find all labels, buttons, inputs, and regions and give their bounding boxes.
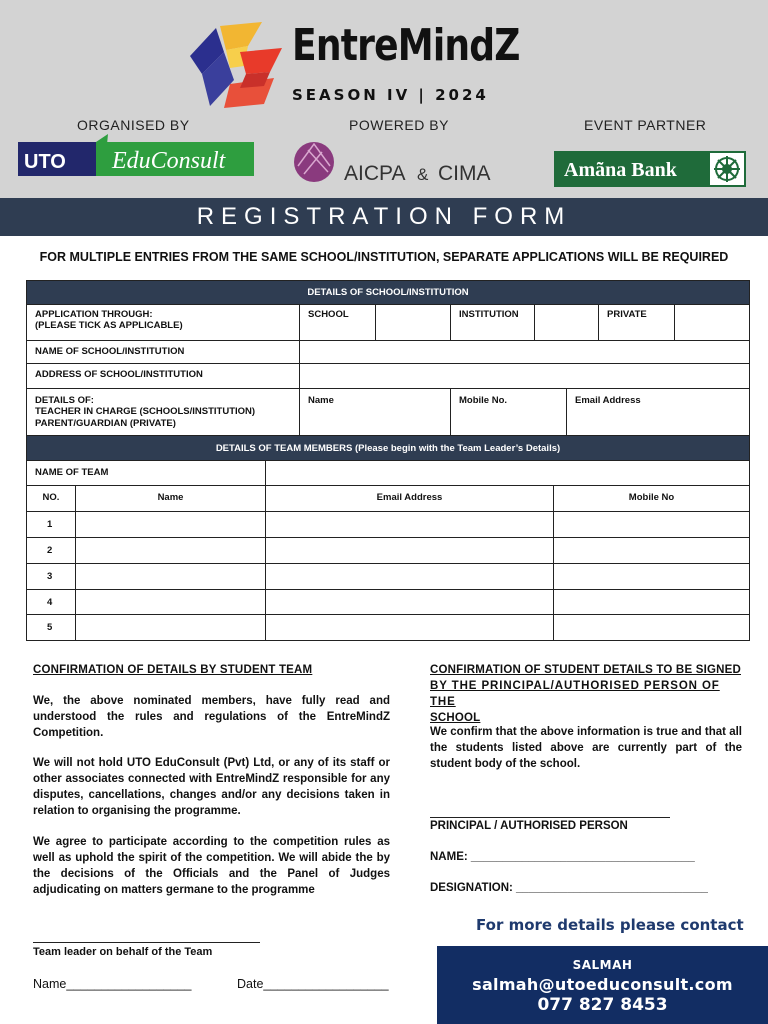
col-email-header: Email Address xyxy=(266,486,554,511)
school-address-field[interactable] xyxy=(300,364,749,388)
school-name-label: NAME OF SCHOOL/INSTITUTION xyxy=(27,341,300,363)
principal-signature-line[interactable] xyxy=(430,817,670,818)
principal-confirmation-title: CONFIRMATION OF STUDENT DETAILS TO BE SIGNED BY THE PRINCIPAL/AUTHORISED PERSON OF THE SCHOOL xyxy=(430,664,741,725)
svg-text:AICPA: AICPA xyxy=(344,162,406,185)
member-number: 2 xyxy=(27,538,76,563)
student-confirmation-para-1: We, the above nominated members, have fully read and understood the rules and regulations of the EntreMindZ Competition. xyxy=(33,695,390,739)
member-name-field[interactable] xyxy=(76,538,266,563)
col-name-header: Name xyxy=(76,486,266,511)
multiple-entries-notice: FOR MULTIPLE ENTRIES FROM THE SAME SCHOOL/INSTITUTION, SEPARATE APPLICATIONS WILL BE REQUIRED xyxy=(39,250,729,264)
contact-email-label: Email Address xyxy=(575,395,641,406)
contact-name: SALMAH xyxy=(572,958,633,972)
table-row xyxy=(27,564,749,590)
aicpa-cima-logo xyxy=(292,138,512,188)
contact-email-link[interactable]: salmah@utoeduconsult.com xyxy=(472,975,733,994)
contact-name-label: Name xyxy=(308,395,334,406)
principal-confirmation-para: We confirm that the above information is true and that all the students listed above are currently part of the student body of the school. xyxy=(430,726,742,770)
contact-mobile-field[interactable] xyxy=(451,389,567,435)
principal-designation-field[interactable]: DESIGNATION: ______________________________ xyxy=(430,882,708,894)
contact-name-field[interactable] xyxy=(300,389,451,435)
powered-by-label: POWERED BY xyxy=(349,117,449,133)
team-leader-date-field[interactable]: Date__________________ xyxy=(237,977,389,991)
team-leader-name-field[interactable]: Name__________________ xyxy=(33,977,192,991)
option-private-tick-box[interactable] xyxy=(675,305,749,340)
svg-text:Amãna Bank: Amãna Bank xyxy=(564,159,677,181)
option-institution-label: INSTITUTION xyxy=(451,305,535,340)
team-columns-header-row xyxy=(27,486,749,512)
event-partner-label: EVENT PARTNER xyxy=(584,117,707,133)
member-mobile-field[interactable] xyxy=(554,564,749,589)
table-row xyxy=(27,615,749,640)
member-email-field[interactable] xyxy=(266,590,554,614)
member-mobile-field[interactable] xyxy=(554,512,749,537)
svg-text:CIMA: CIMA xyxy=(438,162,491,185)
member-mobile-field[interactable] xyxy=(554,590,749,614)
team-name-field[interactable] xyxy=(266,461,749,485)
application-through-row xyxy=(27,305,749,341)
svg-text:&: & xyxy=(417,165,429,184)
team-details-header: DETAILS OF TEAM MEMBERS (Please begin with the Team Leader’s Details) xyxy=(27,436,749,461)
application-through-label: APPLICATION THROUGH: (PLEASE TICK AS APPLICABLE) xyxy=(27,305,300,340)
option-school-tick-box[interactable] xyxy=(376,305,451,340)
member-email-field[interactable] xyxy=(266,538,554,563)
contact-box xyxy=(437,946,768,1024)
principal-name-field[interactable]: NAME: ___________________________________ xyxy=(430,851,695,863)
season-label: SEASON IV | 2024 xyxy=(292,86,489,104)
amana-bank-logo xyxy=(554,151,746,187)
member-name-field[interactable] xyxy=(76,512,266,537)
registration-form-banner: REGISTRATION FORM xyxy=(0,198,768,236)
member-number: 4 xyxy=(27,590,76,614)
member-mobile-field[interactable] xyxy=(554,538,749,563)
option-institution-tick-box[interactable] xyxy=(535,305,599,340)
principal-person-label: PRINCIPAL / AUTHORISED PERSON xyxy=(430,820,628,832)
school-details-table xyxy=(26,280,750,641)
student-confirmation-para-3: We agree to participate according to the competition rules as well as uphold the spirit of the competition. We will abide the by the decisions of the Officials and the Panel of Judges adjudicating on matters germane to the programme xyxy=(33,836,390,896)
organised-by-label: ORGANISED BY xyxy=(77,117,190,133)
school-name-row xyxy=(27,341,749,364)
entremindz-emblem-icon xyxy=(190,22,286,108)
option-school-label: SCHOOL xyxy=(300,305,376,340)
header xyxy=(0,0,768,198)
school-name-field[interactable] xyxy=(300,341,749,363)
member-name-field[interactable] xyxy=(76,615,266,640)
student-confirmation-para-2: We will not hold UTO EduConsult (Pvt) Ltd, or any of its staff or other associates connected with EntreMindZ responsible for any disputes, cancellations, changes and/or any decisions taken in relation to organising the programme. xyxy=(33,757,390,817)
student-confirmation-title: CONFIRMATION OF DETAILS BY STUDENT TEAM xyxy=(33,664,313,676)
member-mobile-field[interactable] xyxy=(554,615,749,640)
svg-text:UTO: UTO xyxy=(24,151,66,173)
col-no-header: NO. xyxy=(27,486,76,511)
brand-title: EntreMindZ xyxy=(292,20,520,71)
contact-person-label: DETAILS OF: TEACHER IN CHARGE (SCHOOLS/INSTITUTION) PARENT/GUARDIAN (PRIVATE) xyxy=(27,389,300,435)
option-private-label: PRIVATE xyxy=(599,305,675,340)
school-address-label: ADDRESS OF SCHOOL/INSTITUTION xyxy=(27,364,300,388)
contact-email-field[interactable] xyxy=(567,389,749,435)
member-email-field[interactable] xyxy=(266,615,554,640)
table-row xyxy=(27,512,749,538)
member-email-field[interactable] xyxy=(266,564,554,589)
school-details-header: DETAILS OF SCHOOL/INSTITUTION xyxy=(27,281,749,305)
team-name-label: NAME OF TEAM xyxy=(27,461,266,485)
member-number: 1 xyxy=(27,512,76,537)
member-name-field[interactable] xyxy=(76,564,266,589)
member-number: 5 xyxy=(27,615,76,640)
member-name-field[interactable] xyxy=(76,590,266,614)
contact-cta: For more details please contact xyxy=(476,916,744,934)
school-address-row xyxy=(27,364,749,389)
team-leader-signature-line[interactable] xyxy=(33,942,260,943)
table-row xyxy=(27,538,749,564)
svg-text:EduConsult: EduConsult xyxy=(112,148,226,174)
col-mobile-header: Mobile No xyxy=(628,492,675,503)
member-email-field[interactable] xyxy=(266,512,554,537)
contact-phone[interactable]: 077 827 8453 xyxy=(537,995,668,1015)
contact-mobile-label: Mobile No. xyxy=(459,395,508,406)
table-row xyxy=(27,590,749,615)
team-leader-label: Team leader on behalf of the Team xyxy=(33,946,213,958)
member-number: 3 xyxy=(27,564,76,589)
uto-educonsult-logo xyxy=(18,134,254,184)
team-name-row xyxy=(27,461,749,486)
contact-person-row xyxy=(27,389,749,436)
